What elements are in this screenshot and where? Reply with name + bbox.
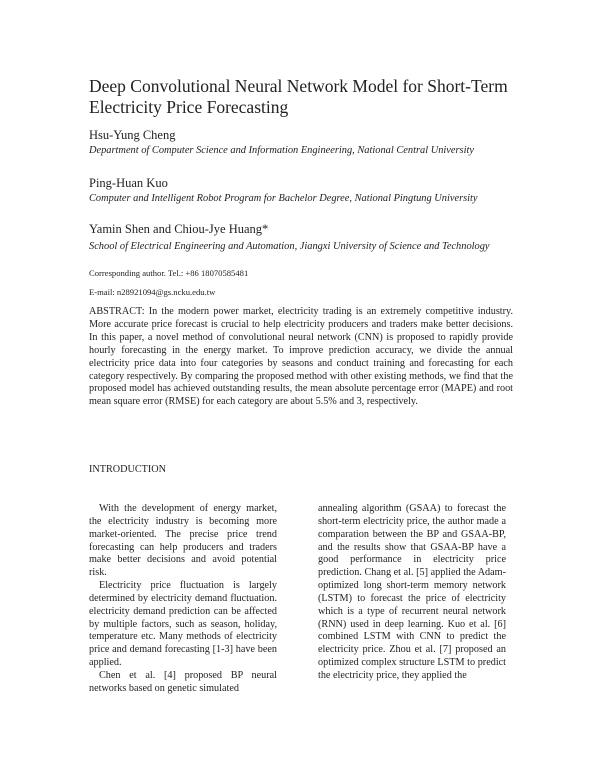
author-name-3: Yamin Shen and Chiou-Jye Huang* bbox=[89, 222, 269, 236]
paragraph: Electricity price fluctuation is largely determined by electricity demand fluctuation. electricity demand prediction can be affected by multiple factors, such as season, holiday, temperature etc. Many methods of electricity price and demand forecasting [1-3] have been applied. bbox=[89, 580, 277, 669]
corresponding-author: Corresponding author. Tel.: +86 18070585481 bbox=[89, 268, 249, 278]
author-name-1: Hsu-Yung Cheng bbox=[89, 128, 176, 142]
author-affiliation-3: School of Electrical Engineering and Automation, Jiangxi University of Science and Technology bbox=[89, 241, 490, 252]
abstract: ABSTRACT: In the modern power market, electricity trading is an extremely competitive industry. More accurate price forecast is crucial to help electricity producers and traders make better decisions. In this paper, a novel method of convolutional neural network (CNN) is proposed to rapidly provide hourly forecasting in the energy market. To improve prediction accuracy, we divide the annual electricity price data into four categories by seasons and conduct training and forecasting for each category respectively. By comparing the proposed method with other existing methods, we find that the proposed model has achieved outstanding results, the mean absolute percentage error (MAPE) and root mean square error (RMSE) for each category are about 5.5% and 3, respectively. bbox=[89, 306, 513, 408]
author-affiliation-2: Computer and Intelligent Robot Program for Bachelor Degree, National Pingtung University bbox=[89, 193, 478, 204]
right-column bbox=[318, 503, 506, 683]
paper-title: Deep Convolutional Neural Network Model for Short-Term Electricity Price Forecasting bbox=[89, 76, 508, 117]
author-affiliation-1: Department of Computer Science and Information Engineering, National Central University bbox=[89, 145, 474, 156]
paragraph: annealing algorithm (GSAA) to forecast the short-term electricity price, the author made a comparation between the BP and GSAA-BP, and the results show that GSAA-BP have a good performance in electricity price prediction. Chang et al. [5] applied the Adam-optimized long short-term memory network (LSTM) to forecast the price of electricity which is a type of recurrent neural network (RNN) used in deep learning. Kuo et al. [6] combined LSTM with CNN to predict the electricity price. Zhou et al. [7] proposed an optimized complex structure LSTM to predict the electricity price, they applied the bbox=[318, 503, 506, 681]
paragraph: With the development of energy market, the electricity industry is becoming more market-oriented. The precise price trend forecasting can help producers and traders make better decisions and avoid potential risk. bbox=[89, 503, 277, 579]
section-heading: INTRODUCTION bbox=[89, 464, 166, 475]
author-email: E-mail: n28921094@gs.ncku.edu.tw bbox=[89, 287, 216, 297]
left-column bbox=[89, 503, 277, 696]
paragraph: Chen et al. [4] proposed BP neural networks based on genetic simulated bbox=[89, 669, 277, 694]
author-name-2: Ping-Huan Kuo bbox=[89, 176, 168, 190]
